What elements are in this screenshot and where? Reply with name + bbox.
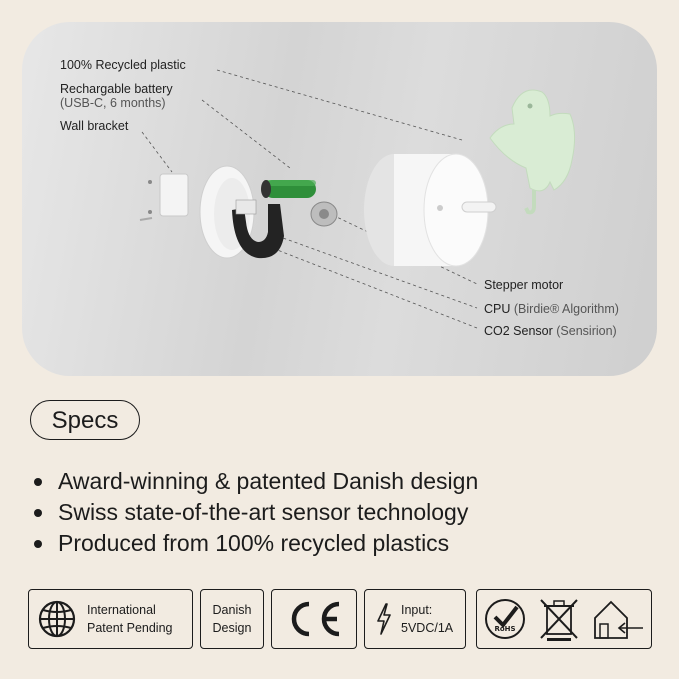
label-co2-sensor bbox=[484, 324, 617, 338]
stepper-motor-part bbox=[311, 202, 337, 226]
label-co2-sub: (Sensirion) bbox=[556, 324, 617, 338]
hero-diagram bbox=[22, 22, 657, 376]
ce-badge bbox=[271, 589, 357, 649]
label-battery-sub: (USB-C, 6 months) bbox=[60, 96, 166, 110]
wall-bracket-part bbox=[140, 174, 188, 220]
spec-bullet: Award-winning & patented Danish design bbox=[30, 466, 478, 497]
label-cpu-sub: (Birdie® Algorithm) bbox=[513, 302, 619, 316]
power-input-badge bbox=[364, 589, 466, 649]
danish-design-badge bbox=[200, 589, 264, 649]
label-recycled-plastic: 100% Recycled plastic bbox=[60, 58, 186, 72]
input-line1: Input: bbox=[401, 603, 433, 617]
label-battery bbox=[60, 82, 173, 110]
label-cpu bbox=[484, 302, 619, 316]
spec-bullet: Produced from 100% recycled plastics bbox=[30, 528, 478, 559]
lightning-icon bbox=[375, 603, 393, 635]
danish-line1: Danish bbox=[212, 603, 252, 617]
weee-bin-icon bbox=[539, 596, 579, 642]
patent-badge bbox=[28, 589, 193, 649]
svg-text:RoHS: RoHS bbox=[494, 625, 516, 633]
globe-icon bbox=[37, 599, 77, 639]
shaft-part bbox=[462, 202, 496, 212]
input-line2: 5VDC/1A bbox=[401, 621, 454, 635]
danish-line2: Design bbox=[212, 621, 252, 635]
spec-bullet: Swiss state-of-the-art sensor technology bbox=[30, 497, 478, 528]
patent-line1: International bbox=[87, 603, 156, 617]
exploded-view-illustration bbox=[22, 22, 657, 376]
label-cpu-title: CPU bbox=[484, 302, 511, 316]
specs-title: Specs bbox=[30, 400, 140, 440]
battery-part bbox=[261, 180, 316, 198]
ce-mark-icon bbox=[283, 599, 345, 639]
label-co2-title: CO2 Sensor bbox=[484, 324, 553, 338]
bird-part bbox=[490, 90, 575, 212]
label-stepper-motor: Stepper motor bbox=[484, 278, 564, 292]
compliance-badge bbox=[476, 589, 652, 649]
patent-line2: Patent Pending bbox=[87, 621, 173, 635]
indoor-use-icon bbox=[591, 598, 645, 640]
spec-bullet-list bbox=[30, 466, 478, 559]
label-wall-bracket: Wall bracket bbox=[60, 119, 129, 133]
label-battery-title: Rechargable battery bbox=[60, 82, 173, 96]
rohs-icon bbox=[483, 597, 527, 641]
